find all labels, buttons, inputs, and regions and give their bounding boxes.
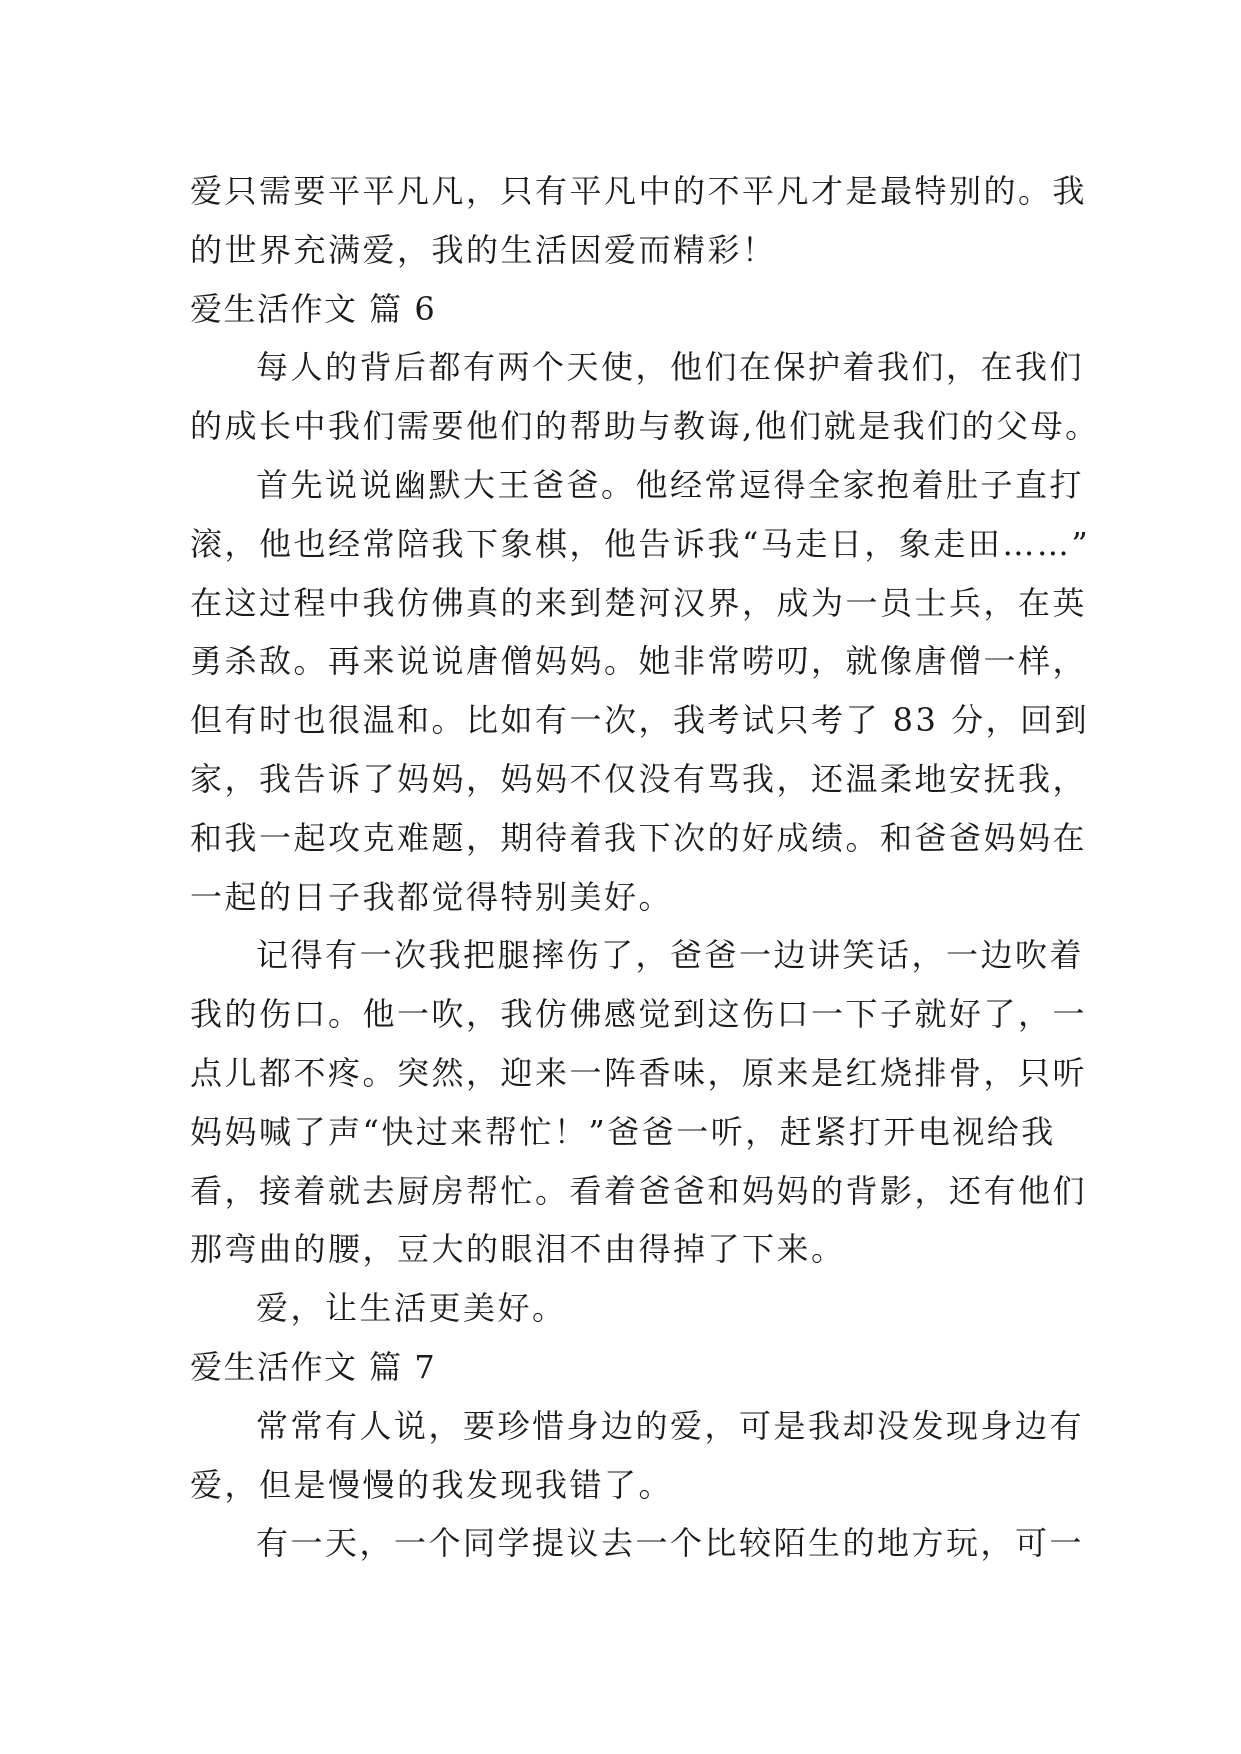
text-line: 一起的日子我都觉得特别美好。 — [190, 877, 674, 916]
text-line: 和我一起攻克难题，期待着我下次的好成绩。和爸爸妈妈在 — [190, 818, 1088, 857]
section-heading: 爱生活作文 篇 7 — [190, 1347, 437, 1386]
text-line: 但有时也很温和。比如有一次，我考试只考了 83 分，回到 — [190, 701, 1090, 740]
text-line: 爱，但是慢慢的我发现我错了。 — [190, 1465, 674, 1504]
text-line: 家，我告诉了妈妈，妈妈不仅没有骂我，还温柔地安抚我， — [190, 759, 1088, 798]
text-line: 首先说说幽默大王爸爸。他经常逗得全家抱着肚子直打 — [256, 465, 1085, 504]
text-line: 看，接着就去厨房帮忙。看着爸爸和妈妈的背影，还有他们 — [190, 1171, 1088, 1210]
text-line: 我的伤口。他一吹，我仿佛感觉到这伤口一下子就好了，一 — [190, 995, 1088, 1034]
document-page — [190, 162, 1100, 1573]
text-line: 那弯曲的腰，豆大的眼泪不由得掉了下来。 — [190, 1230, 846, 1269]
text-line: 每人的背后都有两个天使，他们在保护着我们，在我们 — [256, 348, 1085, 387]
text-line: 在这过程中我仿佛真的来到楚河汉界，成为一员士兵，在英 — [190, 583, 1088, 622]
text-line: 妈妈喊了声“快过来帮忙！”爸爸一听，赶紧打开电视给我 — [190, 1112, 1056, 1151]
text-line: 的世界充满爱，我的生活因爱而精彩！ — [190, 230, 777, 269]
text-line: 有一天，一个同学提议去一个比较陌生的地方玩，可一 — [256, 1524, 1085, 1563]
text-line: 勇杀敌。再来说说唐僧妈妈。她非常唠叨，就像唐僧一样， — [190, 642, 1088, 681]
text-line: 滚，他也经常陪我下象棋，他告诉我“马走日，象走田……” — [190, 524, 1091, 563]
text-line: 爱只需要平平凡凡，只有平凡中的不平凡才是最特别的。我 — [190, 172, 1088, 210]
text-line: 的成长中我们需要他们的帮助与教诲,他们就是我们的父母。 — [190, 407, 1100, 446]
section-heading: 爱生活作文 篇 6 — [190, 289, 437, 328]
text-line: 点儿都不疼。突然，迎来一阵香味，原来是红烧排骨，只听 — [190, 1053, 1088, 1092]
text-line: 爱，让生活更美好。 — [256, 1289, 567, 1328]
text-line: 常常有人说，要珍惜身边的爱，可是我却没发现身边有 — [256, 1406, 1085, 1445]
text-line: 记得有一次我把腿摔伤了，爸爸一边讲笑话，一边吹着 — [256, 936, 1085, 975]
